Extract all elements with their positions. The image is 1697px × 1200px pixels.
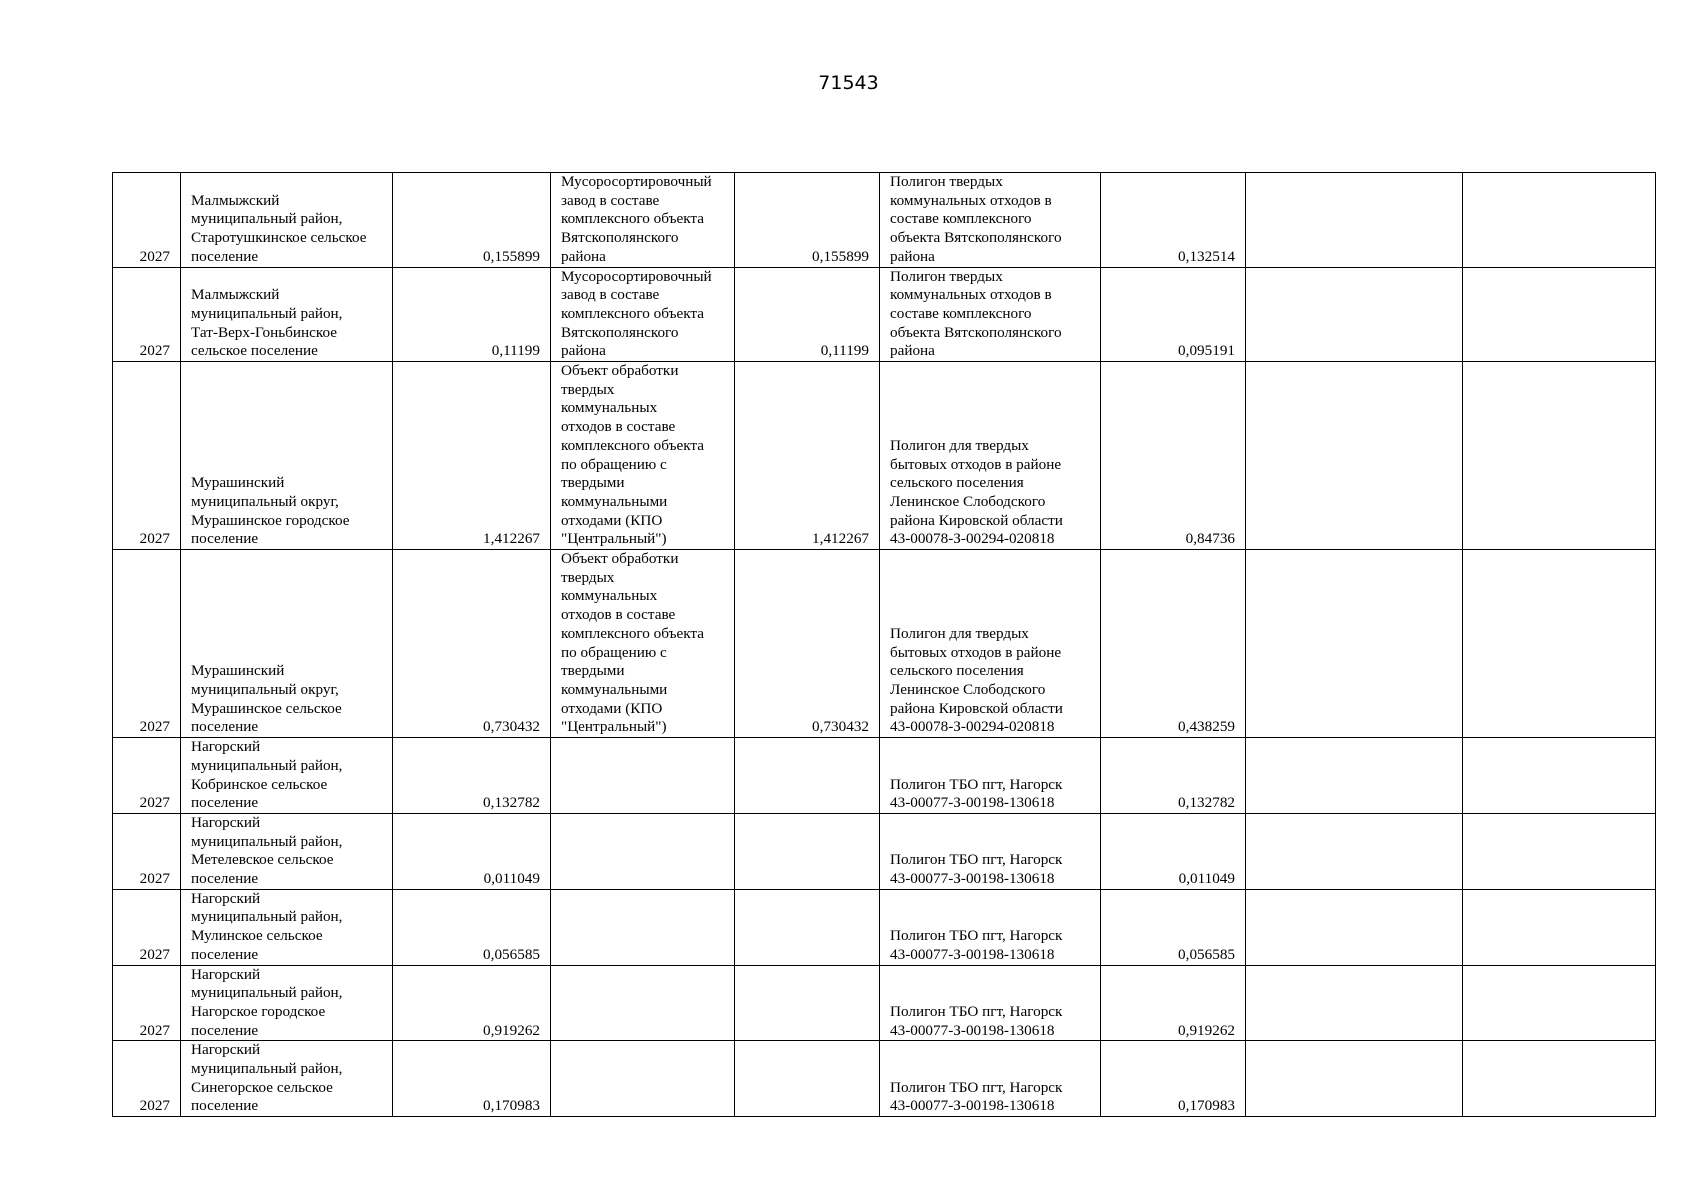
table-row — [113, 813, 1656, 889]
mass-cell: 0,11199 — [393, 267, 551, 362]
year-cell: 2027 — [113, 813, 181, 889]
empty-cell — [1463, 362, 1656, 550]
disposal-mass-cell: 0,132782 — [1101, 738, 1246, 814]
mass-cell: 0,730432 — [393, 550, 551, 738]
disposal-facility-cell: Полигон твердых коммунальных отходов в составе комплексного объекта Вятскополянского района — [880, 173, 1101, 268]
table-row — [113, 738, 1656, 814]
disposal-facility-cell: Полигон для твердых бытовых отходов в районе сельского поселения Ленинское Слободского района Кировской области 43-00078-З-00294-020818 — [880, 550, 1101, 738]
mass-cell: 0,132782 — [393, 738, 551, 814]
empty-cell — [1463, 173, 1656, 268]
disposal-mass-cell: 0,84736 — [1101, 362, 1246, 550]
table-row — [113, 173, 1656, 268]
mass-cell: 0,056585 — [393, 889, 551, 965]
disposal-facility-cell: Полигон ТБО пгт, Нагорск 43-00077-З-00198-130618 — [880, 965, 1101, 1041]
disposal-mass-cell: 0,438259 — [1101, 550, 1246, 738]
empty-cell — [1246, 738, 1463, 814]
waste-flow-table — [112, 172, 1656, 1117]
disposal-facility-cell: Полигон ТБО пгт, Нагорск 43-00077-З-00198-130618 — [880, 889, 1101, 965]
processing-mass-cell — [735, 889, 880, 965]
empty-cell — [1463, 267, 1656, 362]
processing-mass-cell: 0,155899 — [735, 173, 880, 268]
empty-cell — [1463, 889, 1656, 965]
year-cell: 2027 — [113, 1041, 181, 1117]
disposal-facility-cell: Полигон ТБО пгт, Нагорск 43-00077-З-00198-130618 — [880, 1041, 1101, 1117]
empty-cell — [1246, 1041, 1463, 1117]
disposal-facility-cell: Полигон ТБО пгт, Нагорск 43-00077-З-00198-130618 — [880, 738, 1101, 814]
mass-cell: 0,155899 — [393, 173, 551, 268]
table-row — [113, 965, 1656, 1041]
municipality-cell: Малмыжский муниципальный район, Старотушкинское сельское поселение — [181, 173, 393, 268]
empty-cell — [1463, 738, 1656, 814]
processing-facility-cell — [551, 738, 735, 814]
empty-cell — [1246, 173, 1463, 268]
processing-mass-cell — [735, 738, 880, 814]
municipality-cell: Мурашинский муниципальный округ, Мурашинское городское поселение — [181, 362, 393, 550]
empty-cell — [1246, 813, 1463, 889]
empty-cell — [1246, 965, 1463, 1041]
municipality-cell: Нагорский муниципальный район, Кобринское сельское поселение — [181, 738, 393, 814]
page-number: 71543 — [818, 72, 879, 94]
table-row — [113, 889, 1656, 965]
empty-cell — [1463, 813, 1656, 889]
processing-mass-cell — [735, 965, 880, 1041]
mass-cell: 0,011049 — [393, 813, 551, 889]
municipality-cell: Мурашинский муниципальный округ, Мурашинское сельское поселение — [181, 550, 393, 738]
disposal-mass-cell: 0,095191 — [1101, 267, 1246, 362]
processing-facility-cell — [551, 965, 735, 1041]
disposal-mass-cell: 0,056585 — [1101, 889, 1246, 965]
mass-cell: 0,919262 — [393, 965, 551, 1041]
mass-cell: 0,170983 — [393, 1041, 551, 1117]
empty-cell — [1246, 889, 1463, 965]
empty-cell — [1463, 550, 1656, 738]
disposal-facility-cell: Полигон для твердых бытовых отходов в районе сельского поселения Ленинское Слободского района Кировской области 43-00078-З-00294-020818 — [880, 362, 1101, 550]
year-cell: 2027 — [113, 267, 181, 362]
disposal-mass-cell: 0,011049 — [1101, 813, 1246, 889]
disposal-mass-cell: 0,170983 — [1101, 1041, 1246, 1117]
processing-facility-cell: Объект обработки твердых коммунальных отходов в составе комплексного объекта по обращению с твердыми коммунальными отходами (КПО "Центральный") — [551, 362, 735, 550]
municipality-cell: Нагорский муниципальный район, Синегорское сельское поселение — [181, 1041, 393, 1117]
processing-mass-cell: 1,412267 — [735, 362, 880, 550]
year-cell: 2027 — [113, 889, 181, 965]
processing-facility-cell: Мусоросортировочный завод в составе комплексного объекта Вятскополянского района — [551, 173, 735, 268]
table-row — [113, 550, 1656, 738]
processing-mass-cell — [735, 813, 880, 889]
year-cell: 2027 — [113, 738, 181, 814]
empty-cell — [1246, 362, 1463, 550]
empty-cell — [1463, 965, 1656, 1041]
mass-cell: 1,412267 — [393, 362, 551, 550]
disposal-mass-cell: 0,919262 — [1101, 965, 1246, 1041]
table-row — [113, 362, 1656, 550]
empty-cell — [1463, 1041, 1656, 1117]
municipality-cell: Нагорский муниципальный район, Мулинское сельское поселение — [181, 889, 393, 965]
processing-mass-cell — [735, 1041, 880, 1117]
processing-mass-cell: 0,11199 — [735, 267, 880, 362]
empty-cell — [1246, 267, 1463, 362]
processing-facility-cell — [551, 889, 735, 965]
disposal-facility-cell: Полигон твердых коммунальных отходов в составе комплексного объекта Вятскополянского района — [880, 267, 1101, 362]
municipality-cell: Нагорский муниципальный район, Метелевское сельское поселение — [181, 813, 393, 889]
year-cell: 2027 — [113, 173, 181, 268]
processing-mass-cell: 0,730432 — [735, 550, 880, 738]
processing-facility-cell — [551, 1041, 735, 1117]
year-cell: 2027 — [113, 550, 181, 738]
disposal-facility-cell: Полигон ТБО пгт, Нагорск 43-00077-З-00198-130618 — [880, 813, 1101, 889]
municipality-cell: Нагорский муниципальный район, Нагорское городское поселение — [181, 965, 393, 1041]
processing-facility-cell: Мусоросортировочный завод в составе комплексного объекта Вятскополянского района — [551, 267, 735, 362]
municipality-cell: Малмыжский муниципальный район, Тат-Верх-Гоньбинское сельское поселение — [181, 267, 393, 362]
disposal-mass-cell: 0,132514 — [1101, 173, 1246, 268]
empty-cell — [1246, 550, 1463, 738]
table-row — [113, 1041, 1656, 1117]
table-row — [113, 267, 1656, 362]
processing-facility-cell — [551, 813, 735, 889]
year-cell: 2027 — [113, 362, 181, 550]
year-cell: 2027 — [113, 965, 181, 1041]
processing-facility-cell: Объект обработки твердых коммунальных отходов в составе комплексного объекта по обращению с твердыми коммунальными отходами (КПО "Центральный") — [551, 550, 735, 738]
